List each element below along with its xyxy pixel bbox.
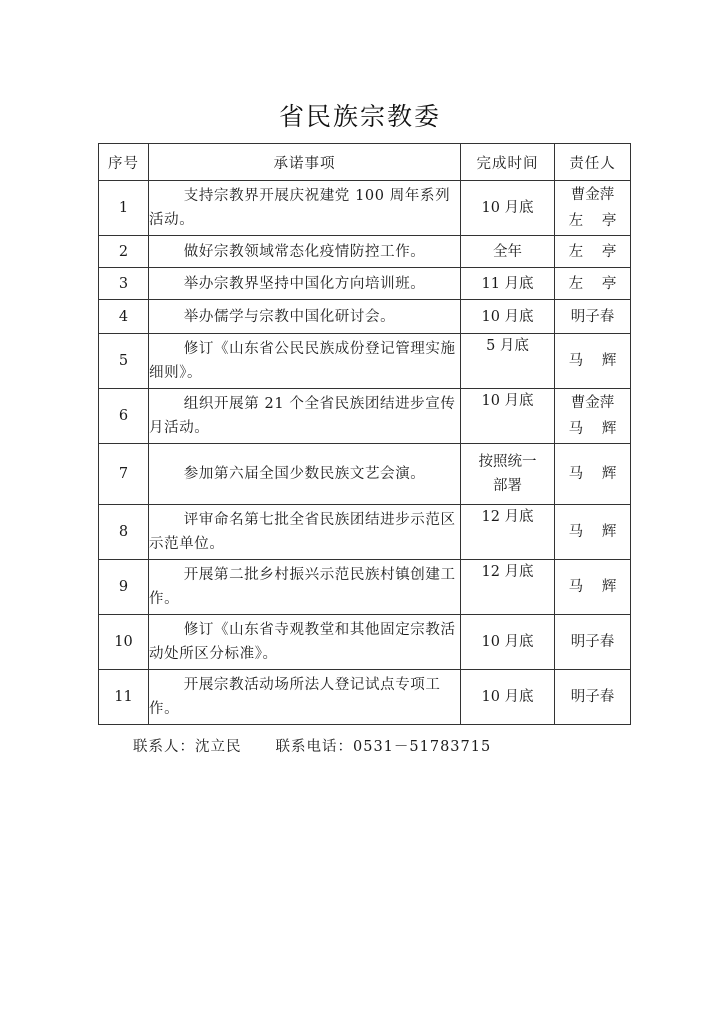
row-owner — [555, 444, 636, 505]
header-no: 序号 — [99, 144, 149, 181]
table-row — [99, 560, 631, 615]
row-time: 10 月底 — [461, 389, 555, 444]
row-time: 全年 — [461, 236, 555, 268]
row-time: 12 月底 — [461, 505, 555, 560]
row-item-text: 修订《山东省公民民族成份登记管理实施细则》。 — [149, 341, 456, 381]
row-owner — [555, 236, 636, 268]
header-owner: 责任人 — [555, 144, 631, 181]
owner-name: 左亭 — [568, 243, 636, 260]
row-item — [149, 560, 461, 615]
table-row — [99, 444, 631, 505]
row-item — [149, 615, 461, 670]
table-row — [99, 268, 631, 300]
row-item — [149, 670, 461, 725]
owner-name: 马辉 — [568, 579, 636, 595]
row-no: 1 — [99, 181, 149, 236]
row-owner — [555, 670, 631, 725]
row-item-text: 修订《山东省寺观教堂和其他固定宗教活动处所区分标准》。 — [149, 622, 456, 662]
row-no: 3 — [99, 268, 149, 300]
row-owner — [555, 505, 636, 560]
owner-name: 明子春 — [570, 634, 615, 650]
contact-label: 联系人： — [133, 739, 195, 755]
row-owner — [555, 300, 631, 334]
page-title: 省民族宗教委 — [278, 102, 441, 131]
row-no: 5 — [99, 334, 149, 389]
row-no: 11 — [99, 670, 149, 725]
owner-name: 左亭 — [568, 275, 636, 292]
row-item-text: 组织开展第 21 个全省民族团结进步宣传月活动。 — [149, 396, 456, 436]
row-item-text: 开展宗教活动场所法人登记试点专项工作。 — [149, 677, 441, 717]
header-item: 承诺事项 — [149, 144, 461, 181]
row-item — [149, 181, 461, 236]
owner-name: 马辉 — [568, 421, 636, 437]
table-row — [99, 236, 631, 268]
table-row — [99, 300, 631, 334]
row-item — [149, 389, 461, 444]
owner-name: 马辉 — [568, 524, 636, 540]
table-row — [99, 615, 631, 670]
row-owner — [555, 334, 636, 389]
row-owner — [555, 268, 636, 300]
commitments-table — [98, 143, 636, 725]
row-item — [149, 300, 461, 334]
row-time: 10 月底 — [461, 670, 555, 725]
row-item-text: 举办宗教界坚持中国化方向培训班。 — [183, 275, 426, 292]
contact-name: 沈立民 — [195, 739, 242, 755]
row-time: 按照统一部署 — [461, 444, 555, 505]
row-item-text: 评审命名第七批全省民族团结进步示范区示范单位。 — [149, 512, 456, 552]
row-no: 9 — [99, 560, 149, 615]
table-row — [99, 389, 631, 444]
header-time: 完成时间 — [461, 144, 555, 181]
row-owner — [555, 560, 636, 615]
row-no: 4 — [99, 300, 149, 334]
row-no: 8 — [99, 505, 149, 560]
row-no: 6 — [99, 389, 149, 444]
owner-name: 曹金萍 — [570, 395, 615, 411]
row-time: 10 月底 — [461, 615, 555, 670]
row-owner — [555, 389, 636, 444]
row-item — [149, 505, 461, 560]
row-item-text: 开展第二批乡村振兴示范民族村镇创建工作。 — [149, 567, 456, 607]
row-owner — [555, 181, 636, 236]
row-item-text: 支持宗教界开展庆祝建党 100 周年系列活动。 — [149, 188, 451, 228]
contact-footer — [133, 735, 491, 756]
table-row — [99, 505, 631, 560]
row-time: 5 月底 — [461, 334, 555, 389]
row-no: 2 — [99, 236, 149, 268]
row-item — [149, 268, 461, 300]
owner-name: 曹金萍 — [570, 187, 615, 203]
owner-name: 明子春 — [570, 689, 615, 705]
table-row — [99, 181, 631, 236]
phone-number: 0531－51783715 — [353, 739, 492, 755]
owner-name: 明子春 — [570, 308, 615, 325]
owner-name: 马辉 — [568, 466, 636, 482]
row-time: 12 月底 — [461, 560, 555, 615]
table-header-row — [99, 144, 631, 181]
row-item-text: 做好宗教领域常态化疫情防控工作。 — [183, 243, 426, 260]
row-time: 10 月底 — [461, 181, 555, 236]
table-row — [99, 670, 631, 725]
row-item — [149, 444, 461, 505]
row-item — [149, 334, 461, 389]
row-owner — [555, 615, 631, 670]
row-item-text: 举办儒学与宗教中国化研讨会。 — [183, 308, 396, 325]
table-row — [99, 334, 631, 389]
row-time: 10 月底 — [461, 300, 555, 334]
row-time: 11 月底 — [461, 268, 555, 300]
row-item — [149, 236, 461, 268]
row-item-text: 参加第六届全国少数民族文艺会演。 — [183, 466, 426, 482]
row-no: 7 — [99, 444, 149, 505]
phone-label: 联系电话： — [275, 739, 353, 755]
owner-name: 马辉 — [568, 353, 636, 369]
row-no: 10 — [99, 615, 149, 670]
owner-name: 左亭 — [568, 213, 636, 229]
